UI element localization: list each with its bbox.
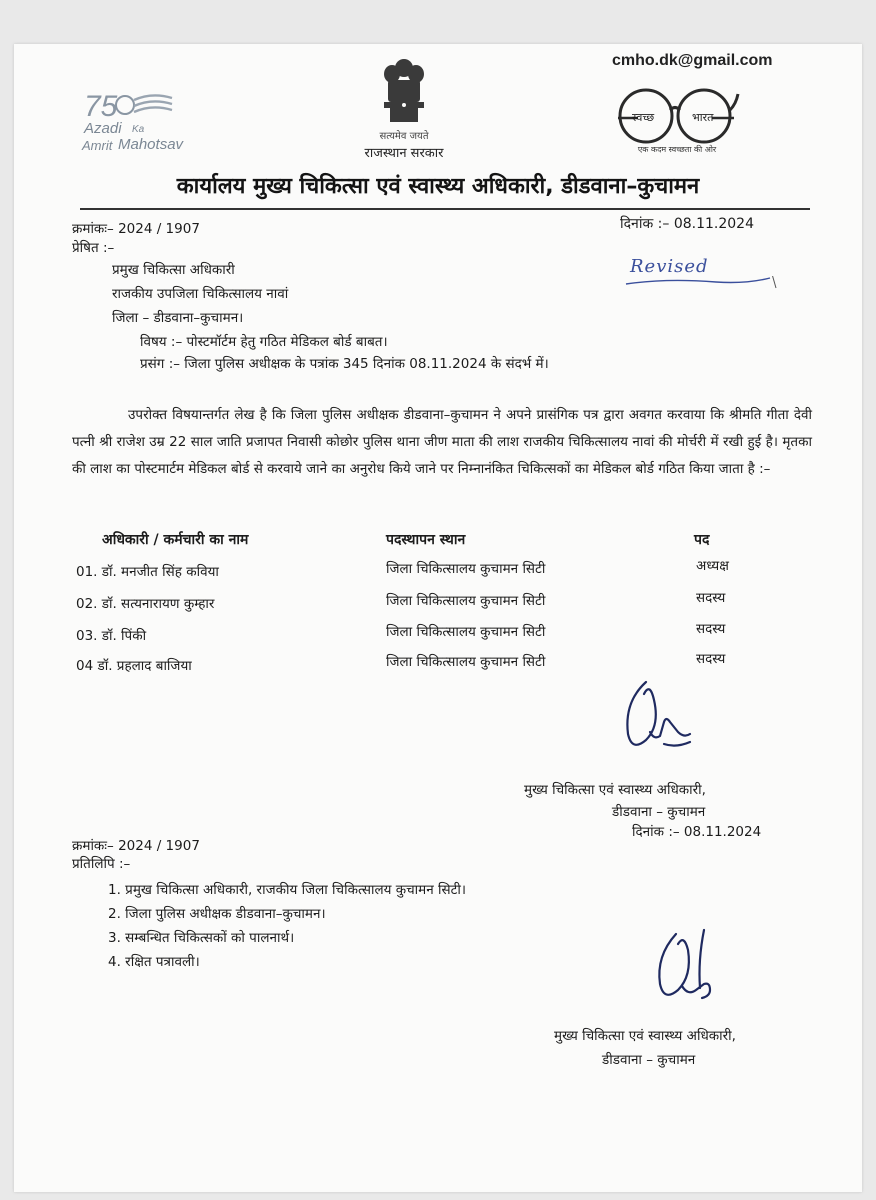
svg-text:75: 75: [84, 90, 118, 123]
letter-reference-number: क्रमांकः– 2024 / 1907: [72, 221, 200, 237]
table-header-name: अधिकारी / कर्मचारी का नाम: [102, 532, 249, 548]
signature-2: [646, 924, 734, 1016]
table-row-3-post: सदस्य: [696, 621, 726, 637]
emblem-motto: सत्यमेव जयते: [379, 131, 429, 142]
logo-word-azadi: Azadi: [84, 120, 122, 137]
bharat-word: भारत: [692, 111, 714, 124]
copy-item-3: 3. सम्बन्धित चिकित्सकों को पालनार्थ।: [108, 930, 295, 946]
table-row-3-place: जिला चिकित्सालय कुचामन सिटी: [386, 624, 546, 640]
copy-to-label: प्रतिलिपि :–: [72, 856, 131, 872]
table-header-post: पद: [694, 532, 710, 548]
signature-date: दिनांक :– 08.11.2024: [632, 824, 762, 840]
signatory-location-2: डीडवाना – कुचामन: [602, 1052, 696, 1068]
swachh-word: स्वच्छ: [632, 111, 655, 124]
letter-subject: विषय :– पोस्टमॉर्टम हेतु गठित मेडिकल बोर्ड बाबत।: [140, 334, 388, 350]
office-email: cmho.dk@gmail.com: [612, 52, 773, 69]
signatory-designation-1: मुख्य चिकित्सा एवं स्वास्थ्य अधिकारी,: [524, 782, 706, 798]
office-title: कार्यालय मुख्य चिकित्सा एवं स्वास्थ्य अधिकारी, डीडवाना–कुचामन: [176, 174, 700, 199]
underline-scribble-icon: [622, 276, 780, 292]
signatory-designation-2: मुख्य चिकित्सा एवं स्वास्थ्य अधिकारी,: [554, 1028, 736, 1044]
table-row-2-name: 02. डॉ. सत्यनारायण कुम्हार: [76, 596, 215, 612]
table-row-2-place: जिला चिकित्सालय कुचामन सिटी: [386, 593, 546, 609]
letter-reference: प्रसंग :– जिला पुलिस अधीक्षक के पत्रांक 345 दिनांक 08.11.2024 के संदर्भ में।: [140, 356, 549, 372]
swachh-tagline: एक कदम स्वच्छता की ओर: [637, 145, 717, 154]
letter-date: दिनांक :– 08.11.2024: [620, 216, 754, 232]
table-row-1-place: जिला चिकित्सालय कुचामन सिटी: [386, 561, 546, 577]
table-row-2-post: सदस्य: [696, 590, 726, 606]
addressee-line-2: राजकीय उपजिला चिकित्सालय नावां: [112, 286, 289, 302]
letter-body-paragraph: उपरोक्त विषयान्तर्गत लेख है कि जिला पुलिस अधीक्षक डीडवाना–कुचामन ने अपने प्रासंगिक पत्र द्वारा अवगत करवाया कि श्रीमति गीता देवी पत्नी श्री राजेश उम्र 22 साल जाति प्रजापत निवासी कोछोर पुलिस थाना जीण माता की लाश राजकीय चिकित्सालय नावां की मोर्चरी में रखी हुई है। मृतका की लाश का पोस्टमार्टम मेडिकल बोर्ड से करवाये जाने का अनुरोध किये जाने पर निम्नानंकित चिकित्सकों का मेडिकल बोर्ड गठित किया जाता है :–: [72, 407, 812, 477]
handwritten-signature-icon: [646, 924, 734, 1016]
logo-word-amrit: Amrit: [82, 138, 113, 153]
revised-stamp-text: Revised: [630, 256, 709, 277]
table-row-1-post: अध्यक्ष: [696, 558, 729, 574]
signature-1: [614, 674, 704, 764]
table-row-4-post: सदस्य: [696, 651, 726, 667]
copy-item-1: 1. प्रमुख चिकित्सा अधिकारी, राजकीय जिला चिकित्सालय कुचामन सिटी।: [108, 882, 467, 898]
revised-stamp: [622, 248, 780, 292]
copy-item-4: 4. रक्षित पत्रावली।: [108, 954, 200, 970]
sent-to-label: प्रेषित :–: [72, 240, 115, 256]
addressee-line-1: प्रमुख चिकित्सा अधिकारी: [112, 262, 235, 278]
logo-word-ka: Ka: [132, 124, 145, 135]
header-divider: [80, 208, 810, 210]
table-row-4-name: 04 डॉ. प्रहलाद बाजिया: [76, 658, 192, 674]
table-row-4-place: जिला चिकित्सालय कुचामन सिटी: [386, 654, 546, 670]
table-row-1-name: 01. डॉ. मनजीत सिंह कविया: [76, 564, 219, 580]
swachh-bharat-logo: [612, 80, 740, 148]
letter-page: [14, 44, 862, 1192]
addressee-line-3: जिला – डीडवाना–कुचामन।: [112, 310, 244, 326]
table-header-place: पदस्थापन स्थान: [386, 532, 466, 548]
letter-body: [72, 402, 812, 483]
copy-item-2: 2. जिला पुलिस अधीक्षक डीडवाना–कुचामन।: [108, 906, 326, 922]
state-emblem-icon: [364, 56, 444, 126]
signatory-location-1: डीडवाना – कुचामन: [612, 804, 706, 820]
table-row-3-name: 03. डॉ. पिंकी: [76, 628, 147, 644]
azadi-ka-amrit-mahotsav-logo: [82, 82, 222, 162]
government-name: राजस्थान सरकार: [364, 146, 444, 161]
copy-reference-number: क्रमांकः– 2024 / 1907: [72, 838, 200, 854]
logo-word-mahotsav: Mahotsav: [118, 136, 184, 153]
handwritten-signature-icon: [614, 674, 704, 764]
